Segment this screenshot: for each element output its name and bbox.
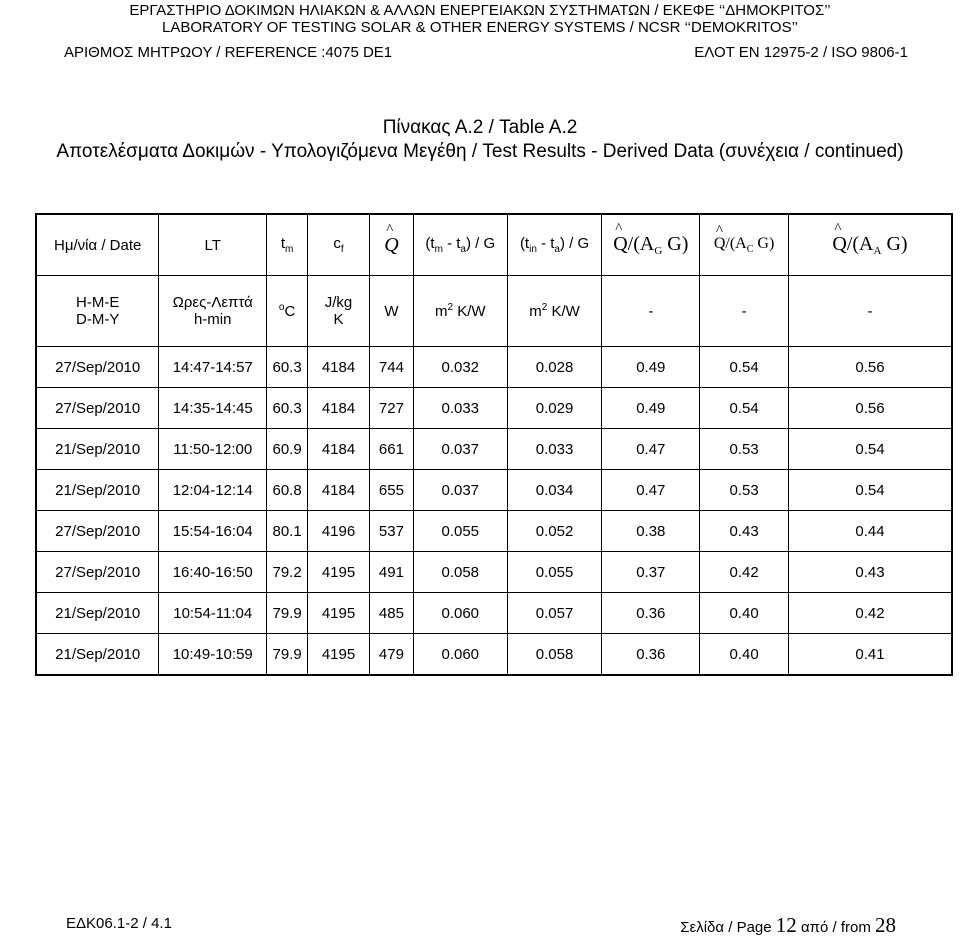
cell-tm-ta-g: 0.032 (413, 347, 507, 388)
cell-q-aa: 0.54 (788, 470, 952, 511)
cell-tm: 60.3 (267, 347, 308, 388)
cell-q-aa: 0.56 (788, 347, 952, 388)
cell-q-ac: 0.54 (700, 347, 789, 388)
from-label: από / from (800, 919, 871, 936)
table-title: Πίνακας Α.2 / Table A.2 (382, 117, 578, 138)
page-counter (680, 913, 896, 938)
unit-tin-ta-g: $m^2$ K/W (507, 276, 602, 347)
unit-q: W (369, 276, 413, 347)
cell-q-aa: 0.44 (788, 511, 952, 552)
cell-tm: 79.9 (267, 634, 308, 676)
cell-q-aa: 0.42 (788, 593, 952, 634)
table-row (36, 552, 952, 593)
cell-q-ag: 0.49 (602, 388, 700, 429)
cell-time: 14:47-14:57 (159, 347, 267, 388)
unit-q-ac: - (700, 276, 789, 347)
results-table-body (36, 347, 952, 676)
cell-date: 21/Sep/2010 (36, 634, 159, 676)
cell-q-ag: 0.37 (602, 552, 700, 593)
col-header-tm-ta-g: $(t_m - t_a)$ / G (413, 214, 507, 276)
cell-q: 479 (369, 634, 413, 676)
unit-tm: $^o$C (267, 276, 308, 347)
header-lab-name-english: LABORATORY OF TESTING SOLAR & OTHER ENERGY SYSTEMS / NCSR ‘‘DEMOKRITOS’’ (162, 19, 798, 36)
cell-q: 744 (369, 347, 413, 388)
table-row (36, 429, 952, 470)
unit-tm-ta-g: $m^2$ K/W (413, 276, 507, 347)
cell-tin-ta-g: 0.052 (507, 511, 602, 552)
cell-tm-ta-g: 0.060 (413, 593, 507, 634)
cell-time: 16:40-16:50 (159, 552, 267, 593)
table-row (36, 511, 952, 552)
col-header-date: Ημ/νία / Date (36, 214, 159, 276)
results-table-container (35, 213, 953, 668)
cell-time: 10:49-10:59 (159, 634, 267, 676)
page-label: Σελίδα / Page (680, 919, 772, 936)
cell-cf: 4195 (308, 552, 370, 593)
cell-tm-ta-g: 0.033 (413, 388, 507, 429)
cell-tin-ta-g: 0.057 (507, 593, 602, 634)
page-number: 12 (775, 913, 797, 937)
cell-q-ac: 0.42 (700, 552, 789, 593)
cell-cf: 4184 (308, 347, 370, 388)
cell-tm-ta-g: 0.037 (413, 429, 507, 470)
cell-tm: 60.9 (267, 429, 308, 470)
cell-date: 27/Sep/2010 (36, 511, 159, 552)
cell-q: 491 (369, 552, 413, 593)
cell-tin-ta-g: 0.028 (507, 347, 602, 388)
cell-time: 15:54-16:04 (159, 511, 267, 552)
cell-q-ag: 0.36 (602, 634, 700, 676)
unit-date: H-M-E D-M-Y (36, 276, 159, 347)
cell-tin-ta-g: 0.029 (507, 388, 602, 429)
cell-q-aa: 0.54 (788, 429, 952, 470)
cell-q-ac: 0.53 (700, 470, 789, 511)
cell-q-ac: 0.54 (700, 388, 789, 429)
cell-tm: 79.2 (267, 552, 308, 593)
cell-tm-ta-g: 0.037 (413, 470, 507, 511)
cell-tin-ta-g: 0.058 (507, 634, 602, 676)
cell-tm: 79.9 (267, 593, 308, 634)
unit-lt: Ωρες-Λεπτά h-min (159, 276, 267, 347)
table-row (36, 388, 952, 429)
cell-q: 727 (369, 388, 413, 429)
cell-tin-ta-g: 0.034 (507, 470, 602, 511)
cell-date: 21/Sep/2010 (36, 429, 159, 470)
cell-tm: 80.1 (267, 511, 308, 552)
cell-time: 14:35-14:45 (159, 388, 267, 429)
cell-q-ac: 0.40 (700, 634, 789, 676)
cell-q-ag: 0.38 (602, 511, 700, 552)
cell-tm-ta-g: 0.060 (413, 634, 507, 676)
cell-time: 10:54-11:04 (159, 593, 267, 634)
cell-tm: 60.8 (267, 470, 308, 511)
unit-cf: J/kg K (308, 276, 370, 347)
header-lab-name-greek: ΕΡΓΑΣΤΗΡΙΟ ΔΟΚΙΜΩΝ ΗΛΙΑΚΩΝ & ΑΛΛΩΝ ΕΝΕΡΓΕΙΑΚΩΝ ΣΥΣΤΗΜΑΤΩΝ / ΕΚΕΦΕ ‘‘ΔΗΜΟΚΡΙΤΟΣ’’ (129, 2, 831, 19)
cell-q: 655 (369, 470, 413, 511)
cell-cf: 4195 (308, 593, 370, 634)
cell-q-ag: 0.47 (602, 429, 700, 470)
cell-q-ag: 0.36 (602, 593, 700, 634)
table-row (36, 347, 952, 388)
col-header-q-ac: ^ $Q/(A_C$ G) (700, 214, 789, 276)
cell-q-aa: 0.56 (788, 388, 952, 429)
cell-date: 27/Sep/2010 (36, 552, 159, 593)
col-header-q: ^ Q (369, 214, 413, 276)
cell-tm-ta-g: 0.058 (413, 552, 507, 593)
unit-q-aa: - (788, 276, 952, 347)
cell-q-ac: 0.43 (700, 511, 789, 552)
col-header-tm: $t_m$ (267, 214, 308, 276)
cell-q-ac: 0.40 (700, 593, 789, 634)
header-row-1 (36, 214, 952, 276)
cell-cf: 4196 (308, 511, 370, 552)
col-header-q-aa: ^ $Q/(A_A$ G) (788, 214, 952, 276)
cell-date: 27/Sep/2010 (36, 388, 159, 429)
document-id: ΕΔΚ06.1-2 / 4.1 (66, 915, 172, 932)
cell-q-aa: 0.43 (788, 552, 952, 593)
results-table (35, 213, 953, 676)
cell-tm-ta-g: 0.055 (413, 511, 507, 552)
cell-cf: 4184 (308, 429, 370, 470)
cell-q: 485 (369, 593, 413, 634)
col-header-q-ag: ^ $Q/(A_G$ G) (602, 214, 700, 276)
cell-q: 661 (369, 429, 413, 470)
cell-q: 537 (369, 511, 413, 552)
col-header-tin-ta-g: $(t_{in} - t_a)$ / G (507, 214, 602, 276)
cell-date: 21/Sep/2010 (36, 593, 159, 634)
unit-q-ag: - (602, 276, 700, 347)
col-header-lt: LT (159, 214, 267, 276)
cell-q-aa: 0.41 (788, 634, 952, 676)
cell-cf: 4184 (308, 388, 370, 429)
table-row (36, 634, 952, 676)
cell-q-ag: 0.47 (602, 470, 700, 511)
cell-q-ac: 0.53 (700, 429, 789, 470)
page-total: 28 (875, 913, 896, 937)
table-subtitle: Αποτελέσματα Δοκιμών - Υπολογιζόμενα Μεγέθη / Test Results - Derived Data (συνέχεια / continued) (56, 141, 904, 162)
table-row (36, 593, 952, 634)
header-reference: ΑΡΙΘΜΟΣ ΜΗΤΡΩΟΥ / REFERENCE :4075 DE1 (64, 44, 393, 61)
cell-tin-ta-g: 0.033 (507, 429, 602, 470)
cell-tm: 60.3 (267, 388, 308, 429)
cell-q-ag: 0.49 (602, 347, 700, 388)
cell-tin-ta-g: 0.055 (507, 552, 602, 593)
cell-date: 21/Sep/2010 (36, 470, 159, 511)
cell-date: 27/Sep/2010 (36, 347, 159, 388)
cell-cf: 4184 (308, 470, 370, 511)
cell-time: 11:50-12:00 (159, 429, 267, 470)
header-row-2 (36, 276, 952, 347)
col-header-cf: $c_f$ (308, 214, 370, 276)
header-standard: ΕΛΟΤ ΕΝ 12975-2 / ISO 9806-1 (694, 44, 908, 61)
table-row (36, 470, 952, 511)
cell-time: 12:04-12:14 (159, 470, 267, 511)
cell-cf: 4195 (308, 634, 370, 676)
